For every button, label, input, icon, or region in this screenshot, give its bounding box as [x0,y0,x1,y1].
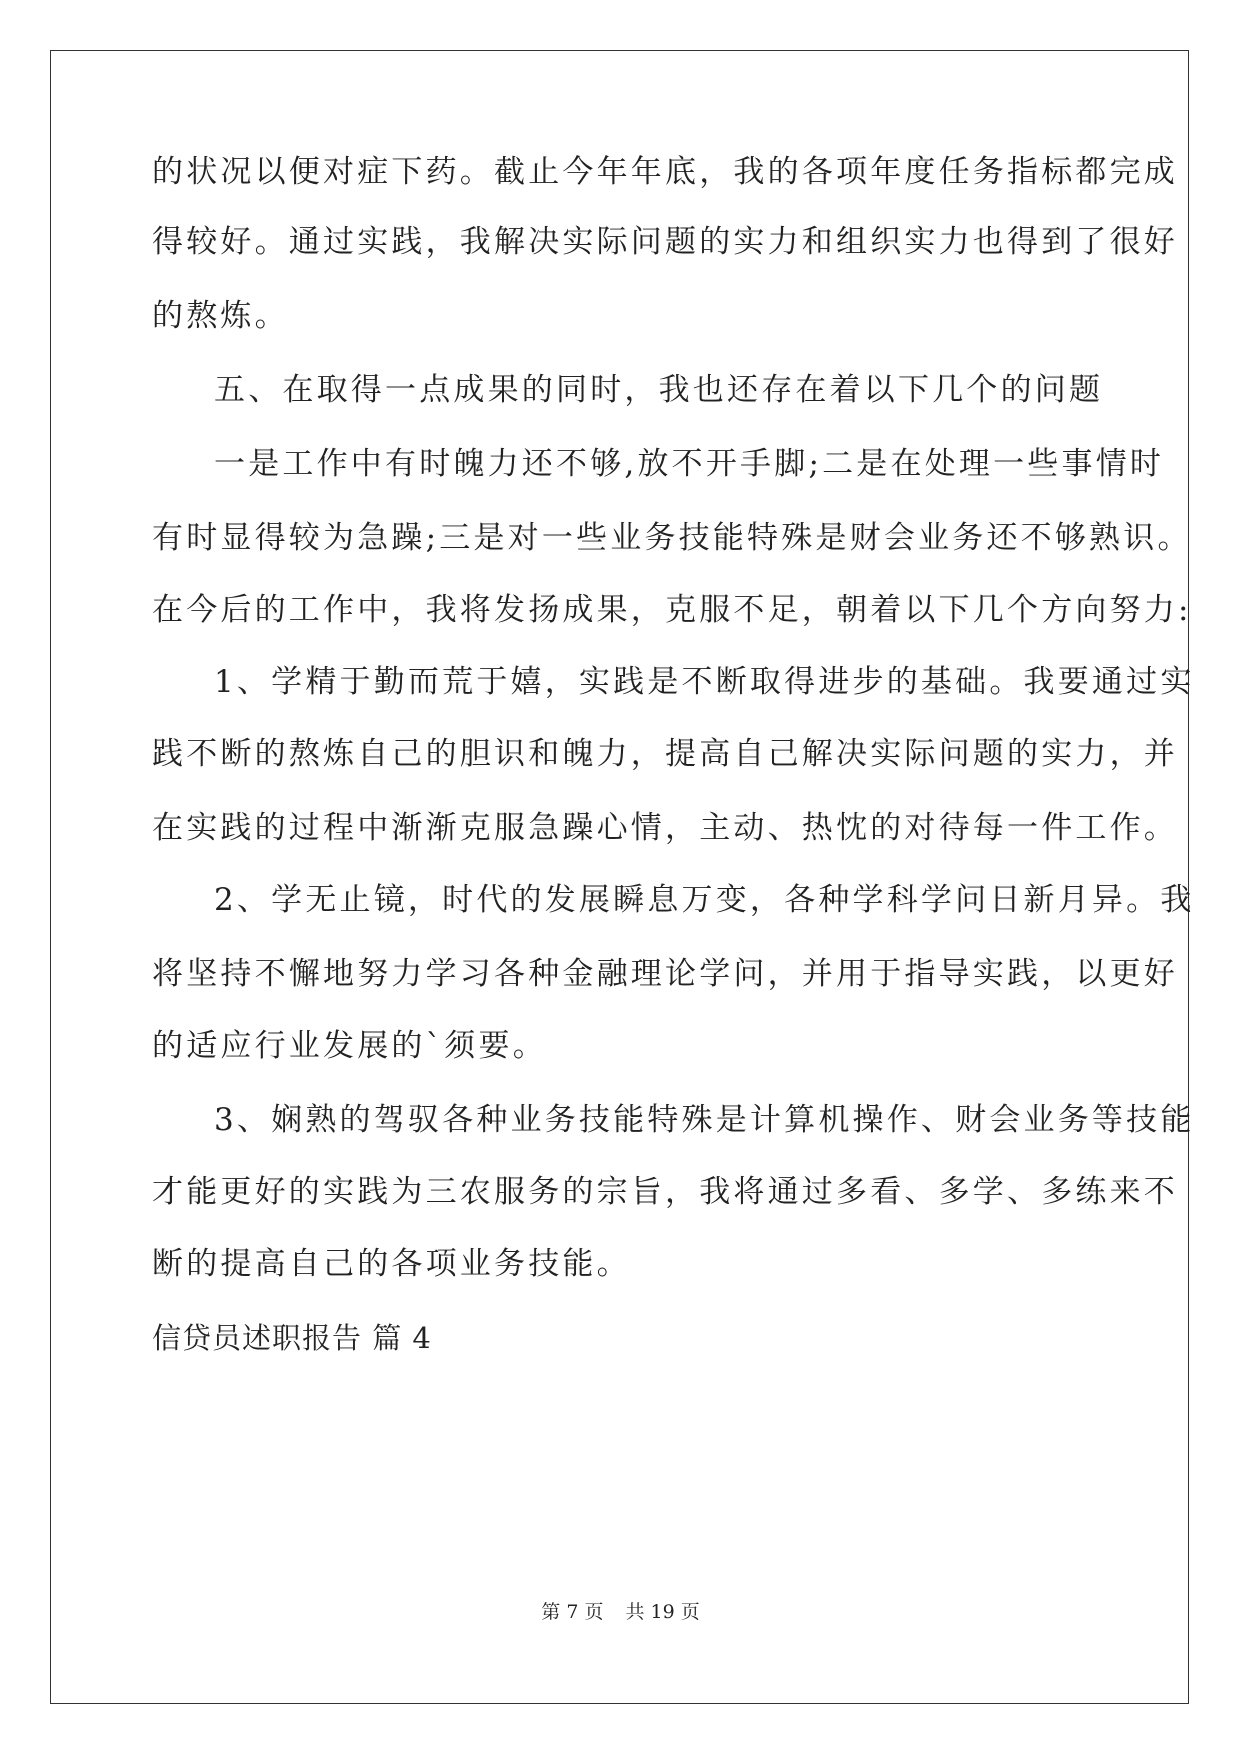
body-line-7: 在今后的工作中，我将发扬成果，克服不足，朝着以下几个方向努力: [152,592,1192,628]
section-five-heading: 五、在取得一点成果的同时，我也还存在着以下几个的问题 [214,372,1104,408]
body-line-2: 得较好。通过实践，我解决实际问题的实力和组织实力也得到了很好 [152,224,1178,260]
body-line-1: 的状况以便对症下药。截止今年年底，我的各项年度任务指标都完成 [152,154,1178,190]
list-item-1-line-2: 践不断的熬炼自己的胆识和魄力，提高自己解决实际问题的实力，并 [152,736,1178,772]
section-heading: 信贷员述职报告 篇 4 [152,1321,432,1355]
list-item-1-line-3: 在实践的过程中渐渐克服急躁心情，主动、热忱的对待每一件工作。 [152,810,1178,846]
list-item-1-line-1: 1、学精于勤而荒于嬉，实践是不断取得进步的基础。我要通过实 [214,664,1195,700]
body-line-5: 一是工作中有时魄力还不够,放不开手脚;二是在处理一些事情时 [214,446,1165,482]
list-item-3-line-2: 才能更好的实践为三农服务的宗旨，我将通过多看、多学、多练来不 [152,1174,1178,1210]
body-line-6: 有时显得较为急躁;三是对一些业务技能特殊是财会业务还不够熟识。 [152,520,1192,556]
page-number: 第 7 页 [541,1601,604,1623]
list-item-2-line-1: 2、学无止镜，时代的发展瞬息万变，各种学科学问日新月异。我 [214,882,1195,918]
list-item-2-line-3: 的适应行业发展的`须要。 [152,1028,547,1064]
list-item-2-line-2: 将坚持不懈地努力学习各种金融理论学问，并用于指导实践，以更好 [152,956,1178,992]
list-item-3-line-3: 断的提高自己的各项业务技能。 [152,1246,631,1282]
list-item-3-line-1: 3、娴熟的驾驭各种业务技能特殊是计算机操作、财会业务等技能 [214,1102,1195,1138]
page-footer [0,1600,1241,1624]
page-total: 共 19 页 [625,1601,700,1623]
body-line-3: 的熬炼。 [152,298,289,334]
